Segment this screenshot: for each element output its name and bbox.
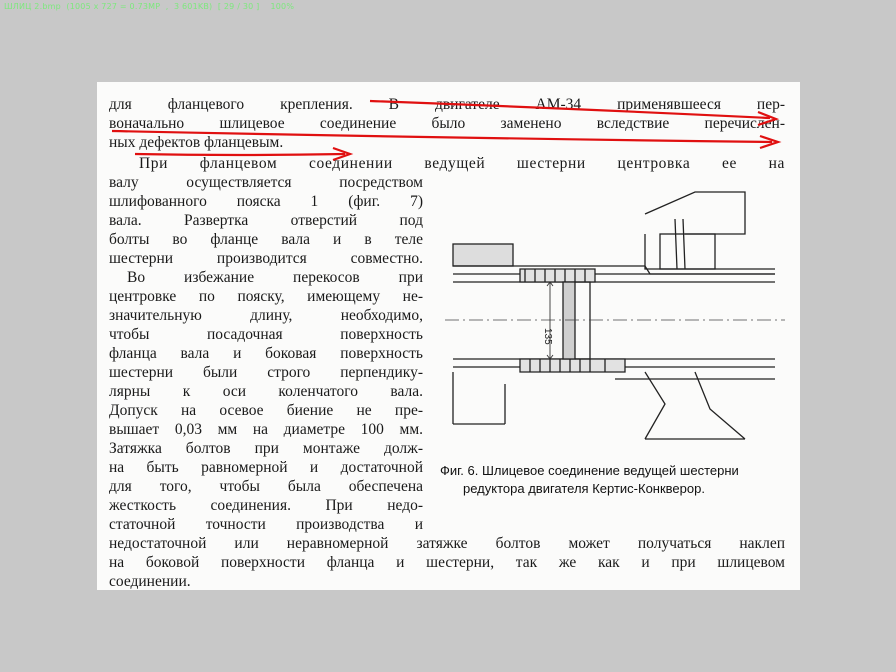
text-line-left-1: валу осуществляется посредством — [109, 174, 423, 191]
text-line-left-2: шлифованного пояска 1 (фиг. 7) — [109, 193, 423, 210]
text-line-left-5: шестерни производится совместно. — [109, 250, 423, 267]
text-line-left-8: значительную длину, необходимо, — [109, 307, 423, 324]
text-line-top-4: При фланцевом соединении ведущей шестерни центровка ее на — [139, 155, 785, 172]
text-line-left-13: Допуск на осевое биение не пре- — [109, 402, 423, 419]
figure-caption-line-2: редуктора двигателя Кертис-Конквероp. — [463, 481, 705, 496]
text-line-top-2: воначально шлицевое соединение было заменено вследствие перечислен- — [109, 115, 785, 132]
text-line-top-1: для фланцевого крепления. В двигателе АМ-34 применявшееся пер- — [109, 96, 785, 113]
scanned-page — [97, 82, 800, 590]
text-line-left-3: вала. Развертка отверстий под — [109, 212, 423, 229]
text-line-left-9: чтобы посадочная поверхность — [109, 326, 423, 343]
text-line-left-12: лярны к оси коленчатого вала. — [109, 383, 423, 400]
text-line-left-11: шестерни были строго перпендику- — [109, 364, 423, 381]
text-line-left-16: на быть равномерной и достаточной — [109, 459, 423, 476]
dimension-label: 135 — [542, 328, 553, 345]
text-line-left-6: Во избежание перекосов при — [127, 269, 423, 286]
viewer-status-bar: ШЛИЦ 2.bmp (1005 x 727 = 0.73MP , 3 601KB) [ 29 / 30 ] 100% — [4, 2, 295, 11]
text-line-left-19: статочной точности производства и — [109, 516, 423, 533]
figure-caption-line-1: Фиг. 6. Шлицевое соединение ведущей шестерни — [440, 463, 739, 478]
spline-joint-drawing — [445, 174, 785, 444]
text-line-left-17: для того, чтобы была обеспечена — [109, 478, 423, 495]
text-line-left-7: центровке по пояску, имеющему не- — [109, 288, 423, 305]
text-line-top-3: ных дефектов фланцевым. — [109, 134, 284, 151]
text-line-left-4: болты во фланце вала и в теле — [109, 231, 423, 248]
text-line-bottom-2: на боковой поверхности фланца и шестерни, так же как и при шлицевом — [109, 554, 785, 571]
text-line-bottom-1: недостаточной или неравномерной затяжке болтов может получаться наклеп — [109, 535, 785, 552]
text-line-left-15: Затяжка болтов при монтаже долж- — [109, 440, 423, 457]
text-line-left-10: фланца вала и боковая поверхность — [109, 345, 423, 362]
text-line-left-14: вышает 0,03 мм на диаметре 100 мм. — [109, 421, 423, 438]
text-line-bottom-3: соединении. — [109, 573, 191, 590]
text-line-left-18: жесткость соединения. При недо- — [109, 497, 423, 514]
